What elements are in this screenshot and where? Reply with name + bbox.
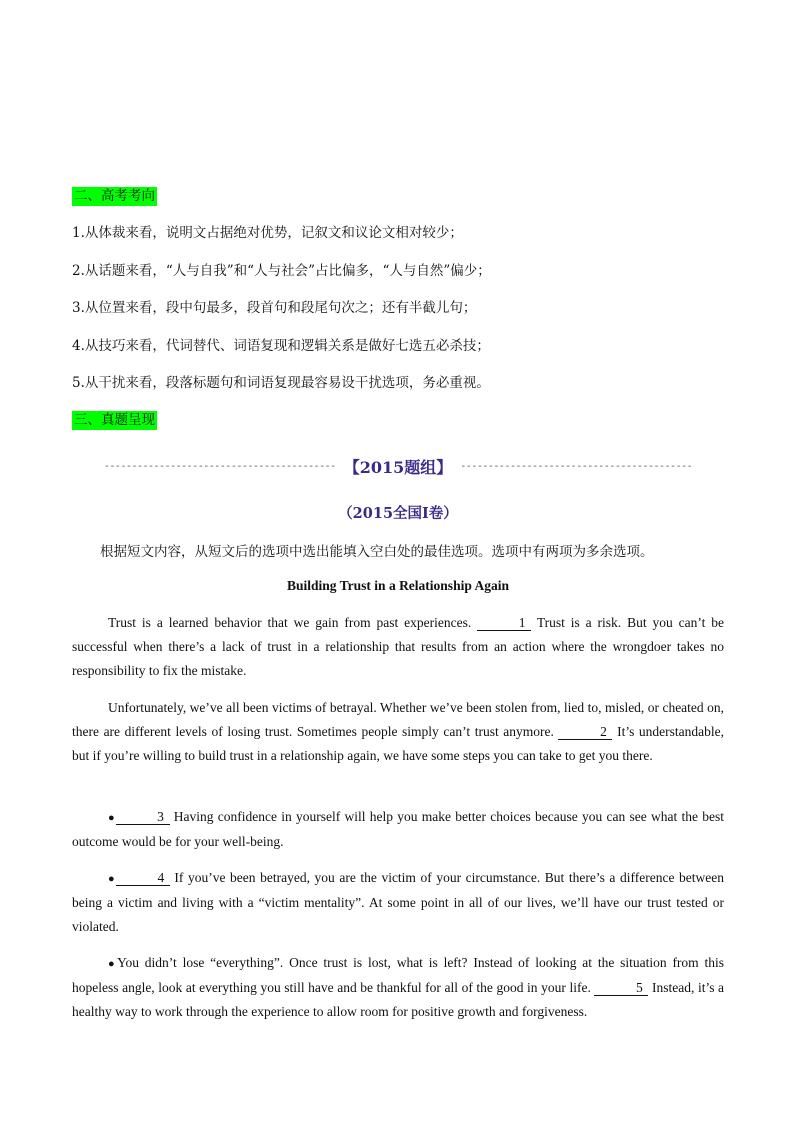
trend-item-1: 1.从体裁来看，说明文占据绝对优势，记叙文和议论文相对较少； — [72, 225, 463, 241]
bullet-icon: ● — [108, 812, 116, 824]
paragraph-4 — [72, 866, 724, 939]
trend-item-5: 5.从干扰来看，段落标题句和词语复现最容易设干扰选项，务必重视。 — [72, 375, 490, 391]
divider-dashes-right: ------------------------------------------ — [460, 460, 693, 472]
blank-4[interactable]: 4 — [116, 870, 170, 886]
paragraph-2-text-b: It’s understandable, but if you’re willing to build trust in a relationship again, we have some steps you can take to get you there. — [72, 724, 725, 763]
blank-2[interactable]: 2 — [558, 724, 612, 740]
paragraph-2 — [72, 696, 724, 768]
paragraph-2-text-a: Unfortunately, we’ve all been victims of betrayal. Whether we’ve been stolen from, lied to, misled, or cheated on, there are different levels of losing trust. Sometimes people simply can’t trust anymore. — [72, 700, 724, 739]
trend-item-3: 3.从位置来看，段中句最多，段首句和段尾句次之；还有半截儿句； — [72, 300, 477, 316]
group-title: 【2015题组】 — [343, 457, 453, 477]
paragraph-4-text: If you’ve been betrayed, you are the victim of your circumstance. But there’s a difference between being a victim and living with a “victim mentality”. At some point in all of our lives, we’ll have our trust tested or violated. — [72, 870, 724, 934]
instruction-text: 根据短文内容，从短文后的选项中选出能填入空白处的最佳选项。选项中有两项为多余选项。 — [100, 544, 654, 560]
paragraph-1-text-a: Trust is a learned behavior that we gain from past experiences. — [108, 615, 472, 630]
passage-title: Building Trust in a Relationship Again — [287, 578, 509, 593]
blank-1[interactable]: 1 — [477, 615, 531, 631]
paragraph-3-text: Having confidence in yourself will help you make better choices because you can see what the best outcome would be for your well-being. — [72, 809, 724, 849]
paragraph-3 — [72, 805, 724, 854]
paragraph-1 — [72, 611, 724, 683]
paragraph-5 — [72, 951, 724, 1024]
paragraph-5-text-a: You didn’t lose “everything”. Once trust is lost, what is left? Instead of looking at the situation from this hopeless angle, look at everything you still have and be thankful for all of the good in your life. — [72, 955, 724, 995]
exam-title: （2015全国I卷） — [338, 505, 458, 522]
bullet-icon: ● — [108, 958, 118, 970]
divider-dashes-left: ------------------------------------------ — [103, 460, 336, 472]
group-divider — [88, 455, 708, 477]
paragraph-5-text-b: Instead, it’s a healthy way to work through the experience to allow room for positive growth and forgiveness. — [72, 980, 725, 1019]
blank-5[interactable]: 5 — [594, 980, 648, 996]
bullet-icon: ● — [108, 873, 116, 885]
trend-item-2: 2.从话题来看，“人与自我”和“人与社会”占比偏多，“人与自然”偏少； — [72, 263, 491, 279]
paragraph-1-text-b: Trust is a risk. But you can’t be successful when there’s a lack of trust in a relationship that results from an action where the wrongdoer takes no responsibility to fix the mistake. — [72, 615, 724, 678]
blank-3[interactable]: 3 — [116, 809, 170, 825]
section-heading-exam-trends: 二、高考考向 — [74, 188, 155, 204]
section-heading-real-questions: 三、真题呈现 — [74, 412, 155, 428]
trend-item-4: 4.从技巧来看，代词替代、词语复现和逻辑关系是做好七选五必杀技； — [72, 338, 490, 354]
